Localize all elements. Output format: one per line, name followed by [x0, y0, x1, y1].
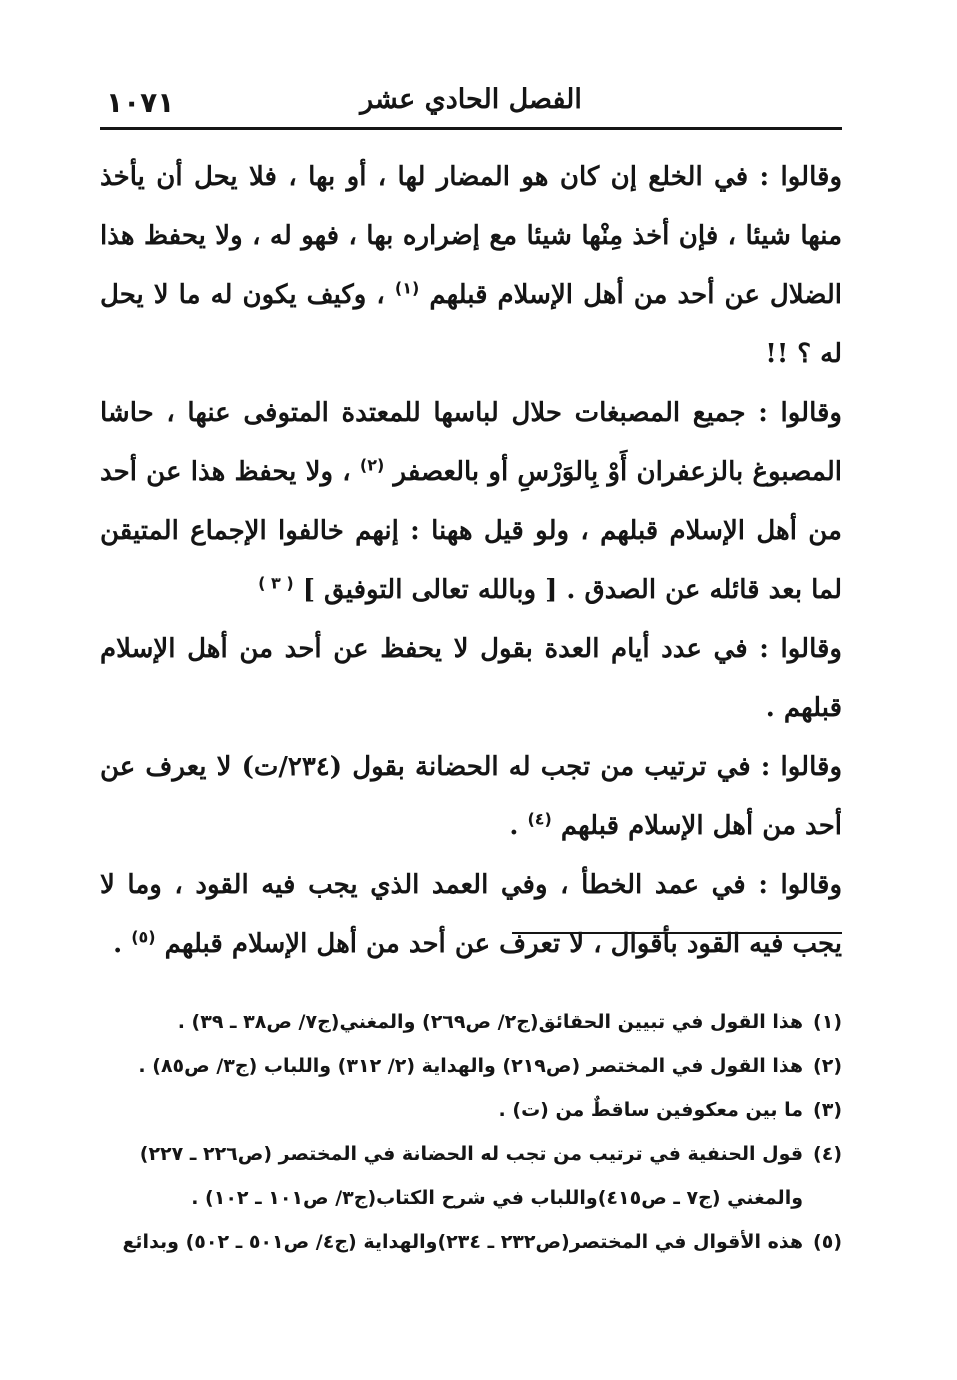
paragraph-5: [100, 856, 842, 974]
footnote-ref: (٥): [131, 927, 156, 947]
paragraph-lead: وقالوا :: [758, 870, 842, 900]
paragraph-lead: وقالوا :: [759, 634, 842, 664]
footnote-text: ما بين معكوفين ساقطٌ من (ت) .: [498, 1099, 804, 1121]
paragraph-text: في الخلع إن كان هو المضار لها ، أو بها ، فلا يحل أن يأخذ منها شيئا ، فإن أخذ مِنْها شيئا مع إضراره بها ، فهو له ، ولا يحفظ هذا الضلال عن أحد من أهل الإسلام قبلهم: [100, 162, 842, 310]
footnote-number: (٢): [813, 1055, 842, 1077]
paragraph-tail: ، ولا يحفظ هذا عن أحد من أهل الإسلام قبلهم ، ولو قيل ههنا : إنهم خالفوا الإجماع المتيقن لما بعد قائله عن الصدق . [ وبالله تعالى التوفيق ]: [100, 457, 842, 605]
footnote-3: [100, 1088, 842, 1132]
footnote-number: (٥): [813, 1231, 842, 1253]
paragraph-lead: وقالوا :: [759, 162, 843, 192]
footnote-divider: [512, 932, 842, 934]
footnote-ref: (٤): [527, 809, 552, 829]
footnote-text: هذه الأقوال في المختصر(ص٢٣٢ ـ ٢٣٤)والهداية (ج٤/ ص٥٠١ ـ ٥٠٢) وبدائع: [122, 1231, 804, 1253]
paragraph-2: [100, 384, 842, 620]
footnote-1: [100, 1000, 842, 1044]
paragraph-3: [100, 620, 842, 738]
paragraph-lead: وقالوا :: [758, 398, 842, 428]
header-divider: [100, 127, 842, 130]
footnote-text: هذا القول في المختصر (ص٢١٩) والهداية (٢/ ٣١٢) واللباب (ج٣/ ص٨٥) .: [138, 1055, 804, 1077]
footnote-number: (١): [813, 1011, 842, 1033]
footnote-ref: (٢): [359, 455, 385, 475]
paragraph-1: [100, 148, 842, 384]
footnote-number: (٤): [813, 1143, 842, 1165]
paragraph-4: [100, 738, 842, 856]
paragraph-text: في عمد الخطأ ، وفي العمد الذي يجب فيه القود ، وما لا يجب فيه القود بأقوال ، لا تعرف عن أحد من أهل الإسلام قبلهم: [100, 870, 842, 959]
paragraph-tail: .: [509, 811, 528, 841]
paragraph-tail: ، وكيف يكون له ما لا يحل له ؟ !!: [100, 280, 842, 369]
main-text: [100, 148, 842, 974]
footnotes: [100, 1000, 842, 1264]
paragraph-text: في عدد أيام العدة بقول لا يحفظ عن أحد من أهل الإسلام قبلهم .: [100, 634, 842, 723]
page-number: ١٠٧١: [106, 86, 175, 119]
paragraph-tail: .: [113, 929, 132, 959]
paragraph-lead: وقالوا :: [760, 752, 843, 782]
chapter-title: الفصل الحادي عشر: [360, 84, 582, 115]
footnote-ref: ( ٣ ): [258, 573, 294, 593]
footnote-5: [100, 1220, 842, 1264]
paragraph-text: في ترتيب من تجب له الحضانة بقول (٢٣٤/ت) لا يعرف عن أحد من أهل الإسلام قبلهم: [100, 752, 842, 841]
footnote-number: (٣): [813, 1099, 842, 1121]
paragraph-text: جميع المصبغات حلال لباسها للمعتدة المتوفى عنها ، حاشا المصبوغ بالزعفران أَوْ بِالوَرْسِ أو بالعصفر: [100, 398, 842, 487]
footnote-4: [100, 1132, 842, 1220]
footnote-ref: (١): [394, 278, 420, 298]
footnote-2: [100, 1044, 842, 1088]
footnote-text: هذا القول في تبيين الحقائق(ج٢/ ص٢٦٩) والمغني(ج٧/ ص٣٨ ـ ٣٩) .: [177, 1011, 804, 1033]
footnote-text: قول الحنفية في ترتيب من تجب له الحضانة في المختصر (ص٢٢٦ ـ ٢٢٧) والمغني (ج٧ ـ ص٤١٥)واللباب في شرح الكتاب(ج٣/ ص١٠١ ـ ١٠٢) .: [139, 1143, 804, 1209]
page-header: [100, 70, 842, 130]
